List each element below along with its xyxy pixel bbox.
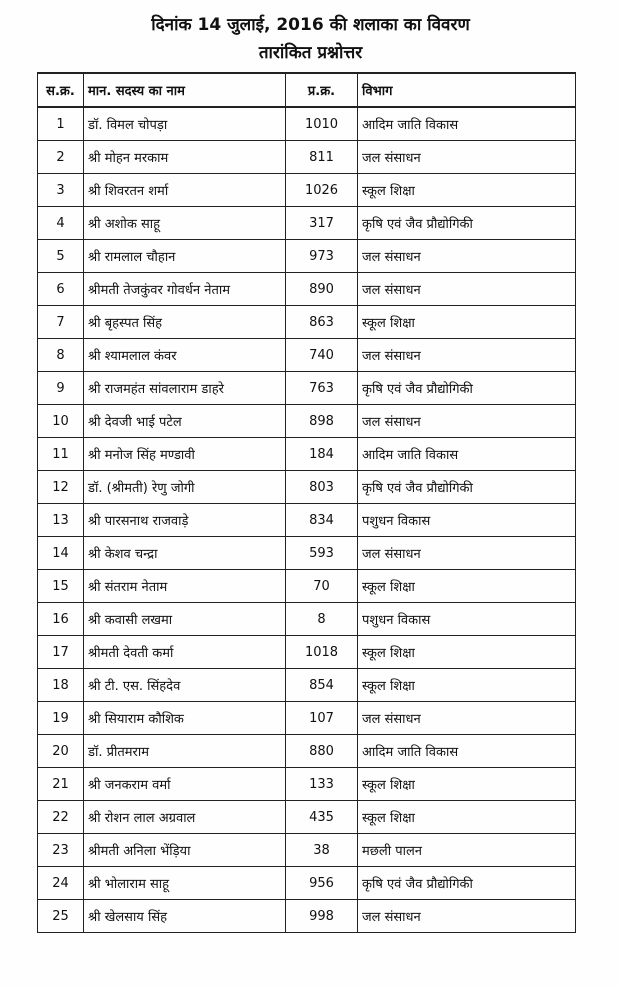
cell-question-number: 890 <box>286 273 358 306</box>
cell-member-name: डॉ. प्रीतमराम <box>84 735 286 768</box>
cell-serial-number: 18 <box>38 669 84 702</box>
cell-serial-number: 4 <box>38 207 84 240</box>
cell-question-number: 863 <box>286 306 358 339</box>
cell-member-name: श्री केशव चन्द्रा <box>84 537 286 570</box>
cell-serial-number: 7 <box>38 306 84 339</box>
table-row <box>38 768 576 801</box>
cell-serial-number: 17 <box>38 636 84 669</box>
table-row <box>38 834 576 867</box>
table-row <box>38 735 576 768</box>
cell-question-number: 740 <box>286 339 358 372</box>
header-department: विभाग <box>358 73 576 107</box>
cell-member-name: श्री खेलसाय सिंह <box>84 900 286 933</box>
cell-serial-number: 2 <box>38 141 84 174</box>
cell-member-name: श्रीमती तेजकुंवर गोवर्धन नेताम <box>84 273 286 306</box>
cell-serial-number: 1 <box>38 107 84 141</box>
cell-question-number: 8 <box>286 603 358 636</box>
table-row <box>38 438 576 471</box>
cell-member-name: श्री मोहन मरकाम <box>84 141 286 174</box>
cell-department: पशुधन विकास <box>358 504 576 537</box>
cell-member-name: श्री रामलाल चौहान <box>84 240 286 273</box>
table-row <box>38 900 576 933</box>
cell-serial-number: 14 <box>38 537 84 570</box>
table-row <box>38 240 576 273</box>
cell-department: कृषि एवं जैव प्रौद्योगिकी <box>358 207 576 240</box>
cell-department: जल संसाधन <box>358 339 576 372</box>
cell-serial-number: 16 <box>38 603 84 636</box>
cell-department: स्कूल शिक्षा <box>358 636 576 669</box>
table-row <box>38 273 576 306</box>
table-header-row <box>38 73 576 107</box>
header-serial-number: स.क्र. <box>38 73 84 107</box>
cell-department: स्कूल शिक्षा <box>358 768 576 801</box>
cell-question-number: 70 <box>286 570 358 603</box>
cell-serial-number: 8 <box>38 339 84 372</box>
cell-serial-number: 22 <box>38 801 84 834</box>
cell-question-number: 803 <box>286 471 358 504</box>
table-row <box>38 174 576 207</box>
cell-department: स्कूल शिक्षा <box>358 306 576 339</box>
cell-question-number: 956 <box>286 867 358 900</box>
cell-question-number: 834 <box>286 504 358 537</box>
table-body <box>38 107 576 933</box>
document-subtitle: तारांकित प्रश्नोत्तर <box>258 43 363 63</box>
cell-serial-number: 5 <box>38 240 84 273</box>
cell-department: जल संसाधन <box>358 405 576 438</box>
table-row <box>38 867 576 900</box>
cell-serial-number: 13 <box>38 504 84 537</box>
cell-question-number: 107 <box>286 702 358 735</box>
table-row <box>38 207 576 240</box>
table-row <box>38 405 576 438</box>
cell-member-name: श्री सियाराम कौशिक <box>84 702 286 735</box>
cell-member-name: श्री रोशन लाल अग्रवाल <box>84 801 286 834</box>
cell-serial-number: 19 <box>38 702 84 735</box>
cell-question-number: 973 <box>286 240 358 273</box>
cell-department: जल संसाधन <box>358 240 576 273</box>
cell-member-name: श्री बृहस्पत सिंह <box>84 306 286 339</box>
members-questions-table <box>37 72 576 933</box>
cell-department: स्कूल शिक्षा <box>358 570 576 603</box>
cell-department: जल संसाधन <box>358 141 576 174</box>
cell-department: जल संसाधन <box>358 273 576 306</box>
cell-question-number: 880 <box>286 735 358 768</box>
cell-department: जल संसाधन <box>358 900 576 933</box>
cell-member-name: डॉ. (श्रीमती) रेणु जोगी <box>84 471 286 504</box>
cell-member-name: श्री राजमहंत सांवलाराम डाहरे <box>84 372 286 405</box>
table-row <box>38 306 576 339</box>
cell-question-number: 317 <box>286 207 358 240</box>
cell-member-name: डॉ. विमल चोपड़ा <box>84 107 286 141</box>
cell-member-name: श्री पारसनाथ राजवाड़े <box>84 504 286 537</box>
cell-member-name: श्रीमती देवती कर्मा <box>84 636 286 669</box>
cell-serial-number: 10 <box>38 405 84 438</box>
table-row <box>38 636 576 669</box>
cell-serial-number: 11 <box>38 438 84 471</box>
cell-department: कृषि एवं जैव प्रौद्योगिकी <box>358 867 576 900</box>
table-row <box>38 372 576 405</box>
cell-serial-number: 12 <box>38 471 84 504</box>
header-member-name: मान. सदस्य का नाम <box>84 73 286 107</box>
cell-department: कृषि एवं जैव प्रौद्योगिकी <box>358 471 576 504</box>
cell-department: आदिम जाति विकास <box>358 438 576 471</box>
table-row <box>38 504 576 537</box>
cell-question-number: 898 <box>286 405 358 438</box>
cell-member-name: श्री संतराम नेताम <box>84 570 286 603</box>
cell-serial-number: 25 <box>38 900 84 933</box>
cell-serial-number: 23 <box>38 834 84 867</box>
cell-question-number: 998 <box>286 900 358 933</box>
cell-member-name: श्री शिवरतन शर्मा <box>84 174 286 207</box>
cell-department: मछली पालन <box>358 834 576 867</box>
cell-serial-number: 6 <box>38 273 84 306</box>
cell-serial-number: 20 <box>38 735 84 768</box>
cell-question-number: 435 <box>286 801 358 834</box>
cell-department: पशुधन विकास <box>358 603 576 636</box>
table-row <box>38 603 576 636</box>
cell-question-number: 763 <box>286 372 358 405</box>
cell-serial-number: 3 <box>38 174 84 207</box>
cell-serial-number: 21 <box>38 768 84 801</box>
cell-serial-number: 15 <box>38 570 84 603</box>
cell-question-number: 811 <box>286 141 358 174</box>
cell-department: जल संसाधन <box>358 537 576 570</box>
cell-department: स्कूल शिक्षा <box>358 669 576 702</box>
cell-serial-number: 24 <box>38 867 84 900</box>
table-row <box>38 107 576 141</box>
table-row <box>38 339 576 372</box>
cell-member-name: श्री देवजी भाई पटेल <box>84 405 286 438</box>
table-row <box>38 471 576 504</box>
cell-question-number: 184 <box>286 438 358 471</box>
cell-member-name: श्री अशोक साहू <box>84 207 286 240</box>
cell-serial-number: 9 <box>38 372 84 405</box>
header-question-number: प्र.क्र. <box>286 73 358 107</box>
cell-member-name: श्री जनकराम वर्मा <box>84 768 286 801</box>
document-title: दिनांक 14 जुलाई, 2016 की शलाका का विवरण <box>151 15 470 35</box>
cell-department: स्कूल शिक्षा <box>358 174 576 207</box>
cell-question-number: 1010 <box>286 107 358 141</box>
cell-member-name: श्रीमती अनिला भेंड़िया <box>84 834 286 867</box>
table-row <box>38 537 576 570</box>
table-row <box>38 702 576 735</box>
cell-question-number: 133 <box>286 768 358 801</box>
cell-member-name: श्री कवासी लखमा <box>84 603 286 636</box>
cell-department: आदिम जाति विकास <box>358 107 576 141</box>
cell-question-number: 38 <box>286 834 358 867</box>
cell-member-name: श्री श्यामलाल कंवर <box>84 339 286 372</box>
cell-member-name: श्री मनोज सिंह मण्डावी <box>84 438 286 471</box>
cell-department: आदिम जाति विकास <box>358 735 576 768</box>
cell-question-number: 593 <box>286 537 358 570</box>
cell-question-number: 854 <box>286 669 358 702</box>
cell-department: कृषि एवं जैव प्रौद्योगिकी <box>358 372 576 405</box>
table-row <box>38 669 576 702</box>
cell-department: स्कूल शिक्षा <box>358 801 576 834</box>
table-row <box>38 141 576 174</box>
cell-member-name: श्री टी. एस. सिंहदेव <box>84 669 286 702</box>
cell-question-number: 1026 <box>286 174 358 207</box>
cell-department: जल संसाधन <box>358 702 576 735</box>
cell-member-name: श्री भोलाराम साहू <box>84 867 286 900</box>
table-row <box>38 570 576 603</box>
table-row <box>38 801 576 834</box>
cell-question-number: 1018 <box>286 636 358 669</box>
